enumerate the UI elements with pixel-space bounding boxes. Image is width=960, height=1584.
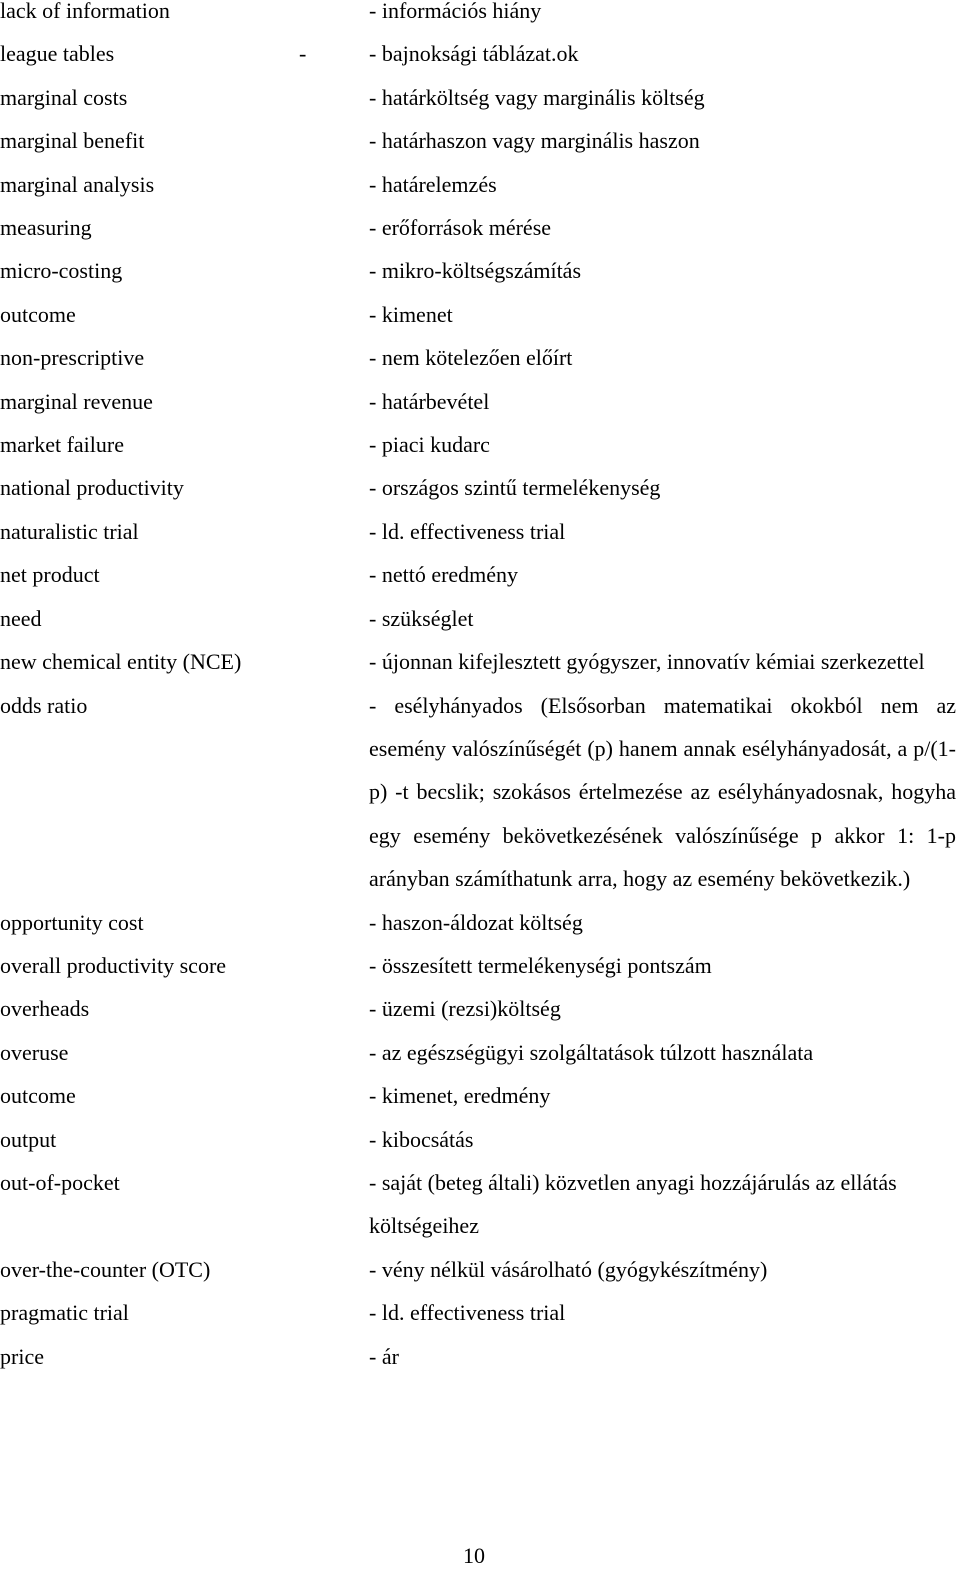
glossary-entry-measuring	[0, 206, 956, 249]
glossary-entry-marginal-revenue	[0, 380, 956, 423]
glossary-entry-output	[0, 1118, 956, 1161]
glossary-entry-national-productivity	[0, 466, 956, 509]
entry-term: opportunity cost	[0, 909, 144, 935]
entry-term: over-the-counter (OTC)	[0, 1256, 211, 1282]
entry-definition: - ár	[369, 1343, 399, 1369]
entry-definition: - újonnan kifejlesztett gyógyszer, innovatív kémiai szerkezettel	[369, 649, 925, 675]
glossary-entry-outcome	[0, 293, 956, 336]
entry-term: outcome	[0, 1083, 76, 1109]
entry-term: output	[0, 1126, 57, 1152]
entry-term: marginal analysis	[0, 171, 155, 197]
entry-definition: - kimenet	[369, 301, 453, 327]
entry-definition: - kibocsátás	[369, 1126, 474, 1152]
entry-term: non-prescriptive	[0, 345, 145, 371]
entry-definition: - ld. effectiveness trial	[369, 518, 566, 544]
entry-term: overall productivity score	[0, 952, 227, 978]
glossary-entry-over-the-counter	[0, 1248, 956, 1291]
entry-term: marginal costs	[0, 84, 128, 110]
entry-term: pragmatic trial	[0, 1300, 129, 1326]
entry-definition: - nem kötelezően előírt	[369, 345, 573, 371]
entry-term: outcome	[0, 301, 76, 327]
glossary-entry-pragmatic-trial	[0, 1291, 956, 1334]
entry-definition: - országos szintű termelékenység	[369, 475, 661, 501]
entry-definition: - az egészségügyi szolgáltatások túlzott használata	[369, 1039, 814, 1065]
entry-term: marginal benefit	[0, 128, 145, 154]
entry-term: overuse	[0, 1039, 69, 1065]
glossary-entry-marginal-analysis	[0, 163, 956, 206]
entry-term: league tables	[0, 41, 115, 67]
glossary-entry-marginal-benefit	[0, 119, 956, 162]
glossary-entry-outcome-2	[0, 1074, 956, 1117]
glossary-entry-market-failure	[0, 423, 956, 466]
glossary-entry-new-chemical-entity	[0, 640, 956, 683]
entry-term: measuring	[0, 215, 92, 241]
entry-term: national productivity	[0, 475, 184, 501]
entry-term: marginal revenue	[0, 388, 153, 414]
entry-definition: - haszon-áldozat költség	[369, 909, 583, 935]
entry-definition: - mikro-költségszámítás	[369, 258, 582, 284]
glossary-entry-odds-ratio	[0, 684, 956, 901]
glossary-entry-league-tables	[0, 32, 956, 75]
glossary-entry-overuse	[0, 1031, 956, 1074]
entry-term: need	[0, 605, 42, 631]
entry-definition: - információs hiány	[369, 0, 542, 23]
page-number: 10	[463, 1543, 485, 1568]
entry-definition: - szükséglet	[369, 605, 474, 631]
glossary-entry-overheads	[0, 987, 956, 1030]
entry-definition: - bajnoksági táblázat.ok	[369, 41, 579, 67]
entry-term: odds ratio	[0, 692, 88, 718]
glossary-entry-price	[0, 1335, 956, 1378]
entry-definition: - határelemzés	[369, 171, 497, 197]
glossary-entry-marginal-costs	[0, 76, 956, 119]
entry-separator: -	[299, 41, 307, 67]
entry-term: micro-costing	[0, 258, 123, 284]
glossary-entry-out-of-pocket	[0, 1161, 956, 1248]
entry-definition: - piaci kudarc	[369, 432, 490, 458]
entry-definition: - erőforrások mérése	[369, 215, 552, 241]
entry-definition: - esélyhányados (Elsősorban matematikai okokból nem az esemény valószínűségét (p) hanem annak esélyhányadosát, a p/(1-p) -t becslik; szokásos értelmezése az esélyhányadosnak, hogyha egy esemény bekövetkezésének valószínűsége p akkor 1: 1-p arányban számíthatunk arra, hogy az esemény bekövetkezik.)	[369, 692, 956, 892]
glossary-entry-naturalistic-trial	[0, 510, 956, 553]
entry-term: net product	[0, 562, 100, 588]
entry-definition: - határbevétel	[369, 388, 490, 414]
glossary-entry-net-product	[0, 553, 956, 596]
entry-definition: - vény nélkül vásárolható (gyógykészítmény)	[369, 1256, 768, 1282]
entry-definition: - üzemi (rezsi)költség	[369, 996, 561, 1022]
glossary-entry-non-prescriptive	[0, 336, 956, 379]
entry-definition: - összesített termelékenységi pontszám	[369, 952, 712, 978]
glossary-entry-overall-productivity-score	[0, 944, 956, 987]
entry-term: new chemical entity (NCE)	[0, 649, 242, 675]
entry-definition: - kimenet, eredmény	[369, 1083, 551, 1109]
glossary-entry-need	[0, 597, 956, 640]
entry-definition: - határköltség vagy marginális költség	[369, 84, 705, 110]
entry-definition: - határhaszon vagy marginális haszon	[369, 128, 700, 154]
glossary-entry-lack-of-information	[0, 0, 956, 32]
entry-definition: - ld. effectiveness trial	[369, 1300, 566, 1326]
entry-term: out-of-pocket	[0, 1169, 120, 1195]
entry-term: naturalistic trial	[0, 518, 139, 544]
entry-term: lack of information	[0, 0, 170, 23]
glossary-entry-opportunity-cost	[0, 901, 956, 944]
entry-definition: - saját (beteg általi) közvetlen anyagi hozzájárulás az ellátás költségeihez	[369, 1169, 897, 1239]
entry-term: market failure	[0, 432, 124, 458]
entry-definition: - nettó eredmény	[369, 562, 519, 588]
entry-term: price	[0, 1343, 44, 1369]
entry-term: overheads	[0, 996, 90, 1022]
glossary-entry-micro-costing	[0, 249, 956, 292]
